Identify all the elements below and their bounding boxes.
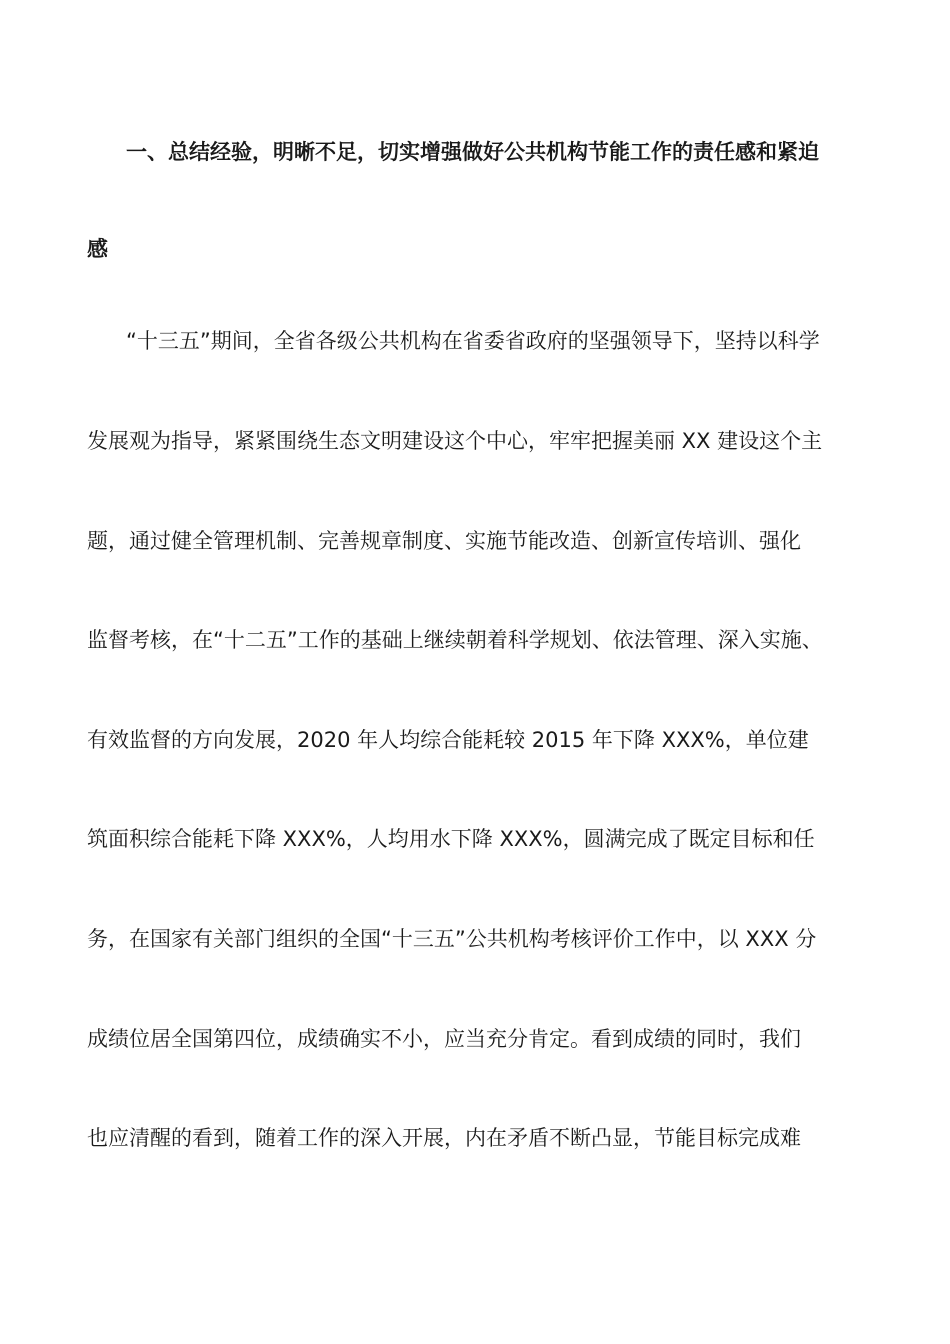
section-heading-line-1: 一、总结经验，明晰不足，切实增强做好公共机构节能工作的责任感和紧迫 xyxy=(126,140,819,164)
section-heading-line-2: 感 xyxy=(87,237,108,261)
paragraph-line: 筑面积综合能耗下降 XXX%，人均用水下降 XXX%，圆满完成了既定目标和任 xyxy=(87,827,815,851)
paragraph-line: 成绩位居全国第四位，成绩确实不小，应当充分肯定。看到成绩的同时，我们 xyxy=(87,1027,801,1051)
paragraph-line: 题，通过健全管理机制、完善规章制度、实施节能改造、创新宣传培训、强化 xyxy=(87,529,801,553)
paragraph-line: “十三五”期间，全省各级公共机构在省委省政府的坚强领导下，坚持以科学 xyxy=(126,329,820,353)
paragraph-line: 监督考核，在“十二五”工作的基础上继续朝着科学规划、依法管理、深入实施、 xyxy=(87,628,823,652)
paragraph-line: 也应清醒的看到，随着工作的深入开展，内在矛盾不断凸显，节能目标完成难 xyxy=(87,1126,801,1150)
paragraph-line: 务，在国家有关部门组织的全国“十三五”公共机构考核评价工作中，以 XXX 分 xyxy=(87,927,817,951)
paragraph-line: 有效监督的方向发展，2020 年人均综合能耗较 2015 年下降 XXX%，单位建 xyxy=(87,728,809,752)
paragraph-line: 发展观为指导，紧紧围绕生态文明建设这个中心，牢牢把握美丽 XX 建设这个主 xyxy=(87,429,823,453)
